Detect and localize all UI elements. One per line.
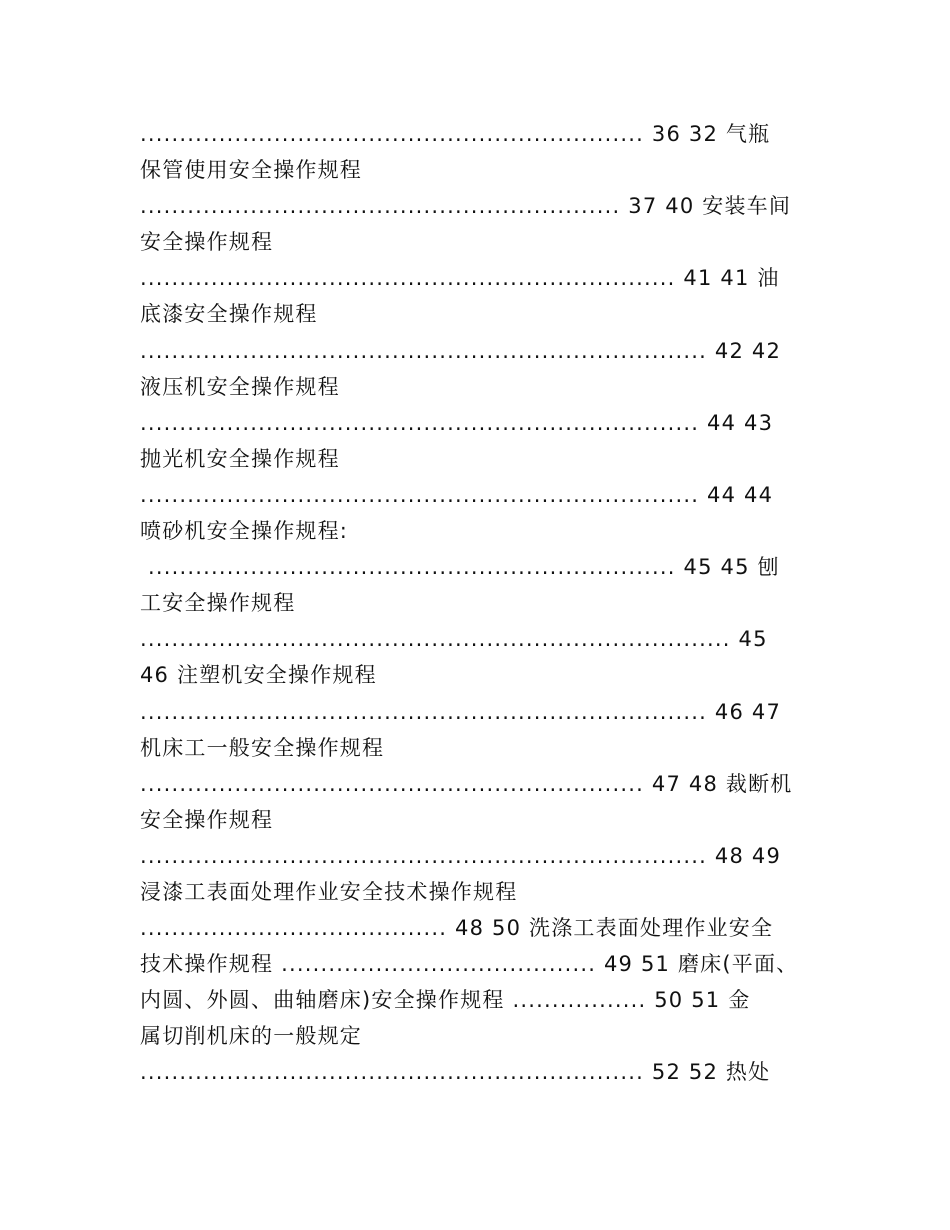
toc-line: 液压机安全操作规程 bbox=[140, 375, 340, 399]
toc-line: 底漆安全操作规程 bbox=[140, 302, 318, 326]
toc-line: 内圆、外圆、曲轴磨床)安全操作规程 ................. 50 51 金 bbox=[140, 988, 751, 1012]
toc-line: 抛光机安全操作规程 bbox=[140, 447, 340, 471]
toc-line: 机床工一般安全操作规程 bbox=[140, 736, 385, 760]
toc-line: 喷砂机安全操作规程: bbox=[140, 519, 349, 543]
toc-line: ........................................................................ 42 42 bbox=[140, 339, 782, 363]
toc-line: 46 注塑机安全操作规程 bbox=[140, 663, 377, 687]
toc-line: ................................................................ 47 48 裁断机 bbox=[140, 772, 793, 796]
toc-line: 安全操作规程 bbox=[140, 230, 274, 254]
toc-line: ........................................................................ 48 49 bbox=[140, 844, 782, 868]
toc-line: ....................................... 48 50 洗涤工表面处理作业安全 bbox=[140, 916, 774, 940]
toc-line: .................................................................... 41 41 油 bbox=[140, 266, 780, 290]
toc-line: 保管使用安全操作规程 bbox=[140, 158, 362, 182]
toc-line: ................................................................ 52 52 热处 bbox=[140, 1060, 771, 1084]
toc-line: ................................................................ 36 32 气瓶 bbox=[140, 122, 771, 146]
toc-line: 安全操作规程 bbox=[140, 808, 274, 832]
toc-line: ........................................................................ 46 47 bbox=[140, 700, 782, 724]
toc-line: ........................................................................... 45 bbox=[140, 627, 768, 651]
toc-line: 浸漆工表面处理作业安全技术操作规程 bbox=[140, 880, 518, 904]
toc-line: ....................................................................... 44 44 bbox=[140, 483, 774, 507]
toc-line: 工安全操作规程 bbox=[140, 591, 296, 615]
toc-line: ....................................................................... 44 43 bbox=[140, 411, 774, 435]
toc-line: 属切削机床的一般规定 bbox=[140, 1024, 362, 1048]
toc-line: ............................................................. 37 40 安装车间 bbox=[140, 194, 792, 218]
toc-line: 技术操作规程 ........................................ 49 51 磨床(平面、 bbox=[140, 952, 799, 976]
toc-line: ................................................................... 45 45 刨 bbox=[148, 555, 780, 579]
